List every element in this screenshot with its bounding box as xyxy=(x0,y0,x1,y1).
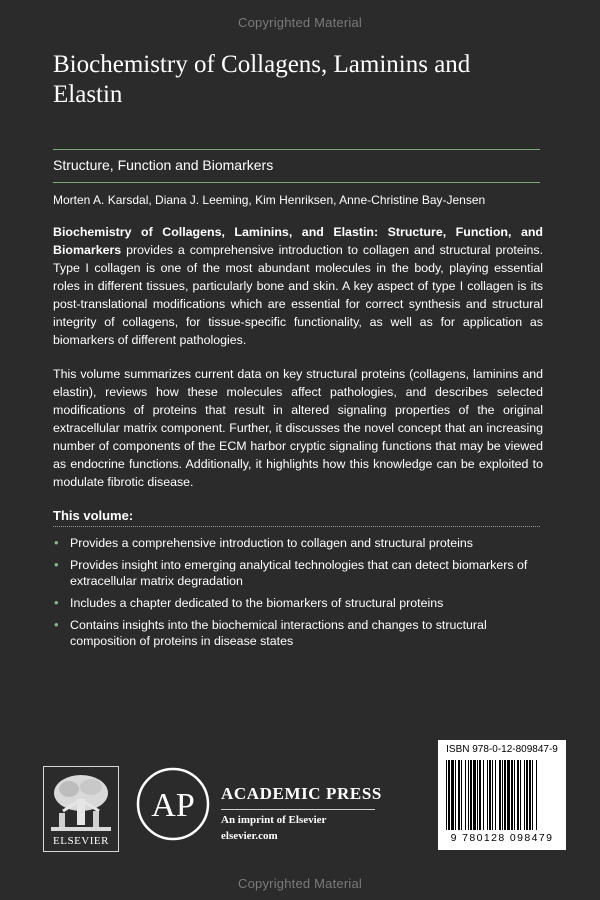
volume-heading: This volume: xyxy=(53,508,134,523)
list-item-text: Provides insight into emerging analytical technologies that can detect biomarkers of extracellular matrix degradation xyxy=(70,558,528,588)
book-title: Biochemistry of Collagens, Laminins and Elastin xyxy=(53,51,471,108)
barcode-bar xyxy=(499,760,501,830)
list-item-text: Provides a comprehensive introduction to collagen and structural proteins xyxy=(70,536,473,550)
elsevier-logo xyxy=(43,766,119,852)
barcode-bar xyxy=(468,760,469,830)
list-item-text: Includes a chapter dedicated to the biomarkers of structural proteins xyxy=(70,596,444,610)
barcode-bar xyxy=(532,760,533,830)
isbn-barcode xyxy=(438,740,566,850)
description-paragraph-2: This volume summarizes current data on key structural proteins (collagens, laminins and elastin), reviews how these molecules affect pathologies, and describes selected modifications of proteins that result in altered signaling properties of the original extracellular matrix component. Further, it discusses the novel concept that an increasing number of components of the ECM harbor cryptic signaling functions that may be viewed as endocrine functions. Additionally, it highlights how this knowledge can be exploited to modulate fibrotic disease. xyxy=(53,367,543,489)
authors: Morten A. Karsdal, Diana J. Leeming, Kim Henriksen, Anne-Christine Bay-Jensen xyxy=(53,193,486,207)
barcode-bar xyxy=(479,760,481,830)
barcode-bar xyxy=(507,760,510,830)
elsevier-tree-icon xyxy=(49,771,113,833)
volume-divider xyxy=(53,526,540,527)
list-item-text: Contains insights into the biochemical interactions and changes to structural composition of proteins in disease states xyxy=(70,618,487,648)
ap-monogram: AP xyxy=(151,787,195,824)
elsevier-wordmark: ELSEVIER xyxy=(53,835,109,847)
barcode-bar xyxy=(489,760,491,830)
barcode-number: 9 780128 098479 xyxy=(450,832,554,844)
description-paragraph-1 xyxy=(53,223,543,349)
list-item xyxy=(53,535,543,551)
barcode-bar xyxy=(524,760,525,830)
barcode-bar xyxy=(536,760,537,830)
barcode-bar xyxy=(495,760,496,830)
bullet-icon: • xyxy=(54,535,59,550)
list-item xyxy=(53,617,543,649)
book-subtitle: Structure, Function and Biomarkers xyxy=(53,157,274,173)
subtitle-divider xyxy=(53,182,540,183)
bullet-icon: • xyxy=(54,557,59,572)
barcode-bar xyxy=(520,760,521,830)
bullet-icon: • xyxy=(54,595,59,610)
barcode-bar xyxy=(470,760,472,830)
barcode-bar xyxy=(529,760,531,830)
barcode-bar xyxy=(487,760,488,830)
academic-press-name: ACADEMIC PRESS xyxy=(221,784,382,803)
watermark-bottom: Copyrighted Material xyxy=(238,876,362,891)
barcode-bar xyxy=(492,760,493,830)
barcode-bar xyxy=(526,760,528,830)
academic-press-divider xyxy=(221,809,375,810)
description-bold-lead: Biochemistry of Collagens, Laminins, and Elastin: Structure, Function, and Biomarkers xyxy=(53,225,543,257)
barcode-bar xyxy=(451,760,454,830)
barcode-bar xyxy=(455,760,456,830)
imprint-text: An imprint of Elsevier xyxy=(221,814,327,826)
list-item xyxy=(53,595,543,611)
barcode-bar xyxy=(502,760,503,830)
barcode-bar xyxy=(511,760,513,830)
barcode-bar xyxy=(448,760,450,830)
title-divider xyxy=(53,149,540,150)
barcode-bar xyxy=(483,760,484,830)
barcode-bar xyxy=(477,760,478,830)
publisher-website: elsevier.com xyxy=(221,830,278,842)
barcode-bar xyxy=(446,760,447,830)
barcode-bar xyxy=(473,760,476,830)
list-item xyxy=(53,557,543,589)
barcode-bar xyxy=(458,760,460,830)
academic-press-ap-logo xyxy=(135,766,211,842)
volume-bullet-list xyxy=(53,535,543,655)
isbn-label: ISBN 978-0-12-809847-9 xyxy=(446,744,558,755)
description-paragraph-1-text: provides a comprehensive introduction to collagen and structural proteins. Type I collagen is one of the most abundant molecules in the body, playing essential roles in different tissues, particularly bone and skin. A key aspect of type I collagen is its post-translational modifications which are essential for correct synthesis and structural integrity of collagens, for tissue-specific functionality, as well as for application as biomarkers of different pathologies. xyxy=(53,243,543,347)
barcode-bar xyxy=(514,760,515,830)
barcode-bar xyxy=(461,760,462,830)
watermark-top: Copyrighted Material xyxy=(238,15,362,30)
barcode-bar xyxy=(517,760,519,830)
barcode-bar xyxy=(465,760,466,830)
barcode-bars xyxy=(444,760,560,832)
bullet-icon: • xyxy=(54,617,59,632)
barcode-bar xyxy=(504,760,506,830)
